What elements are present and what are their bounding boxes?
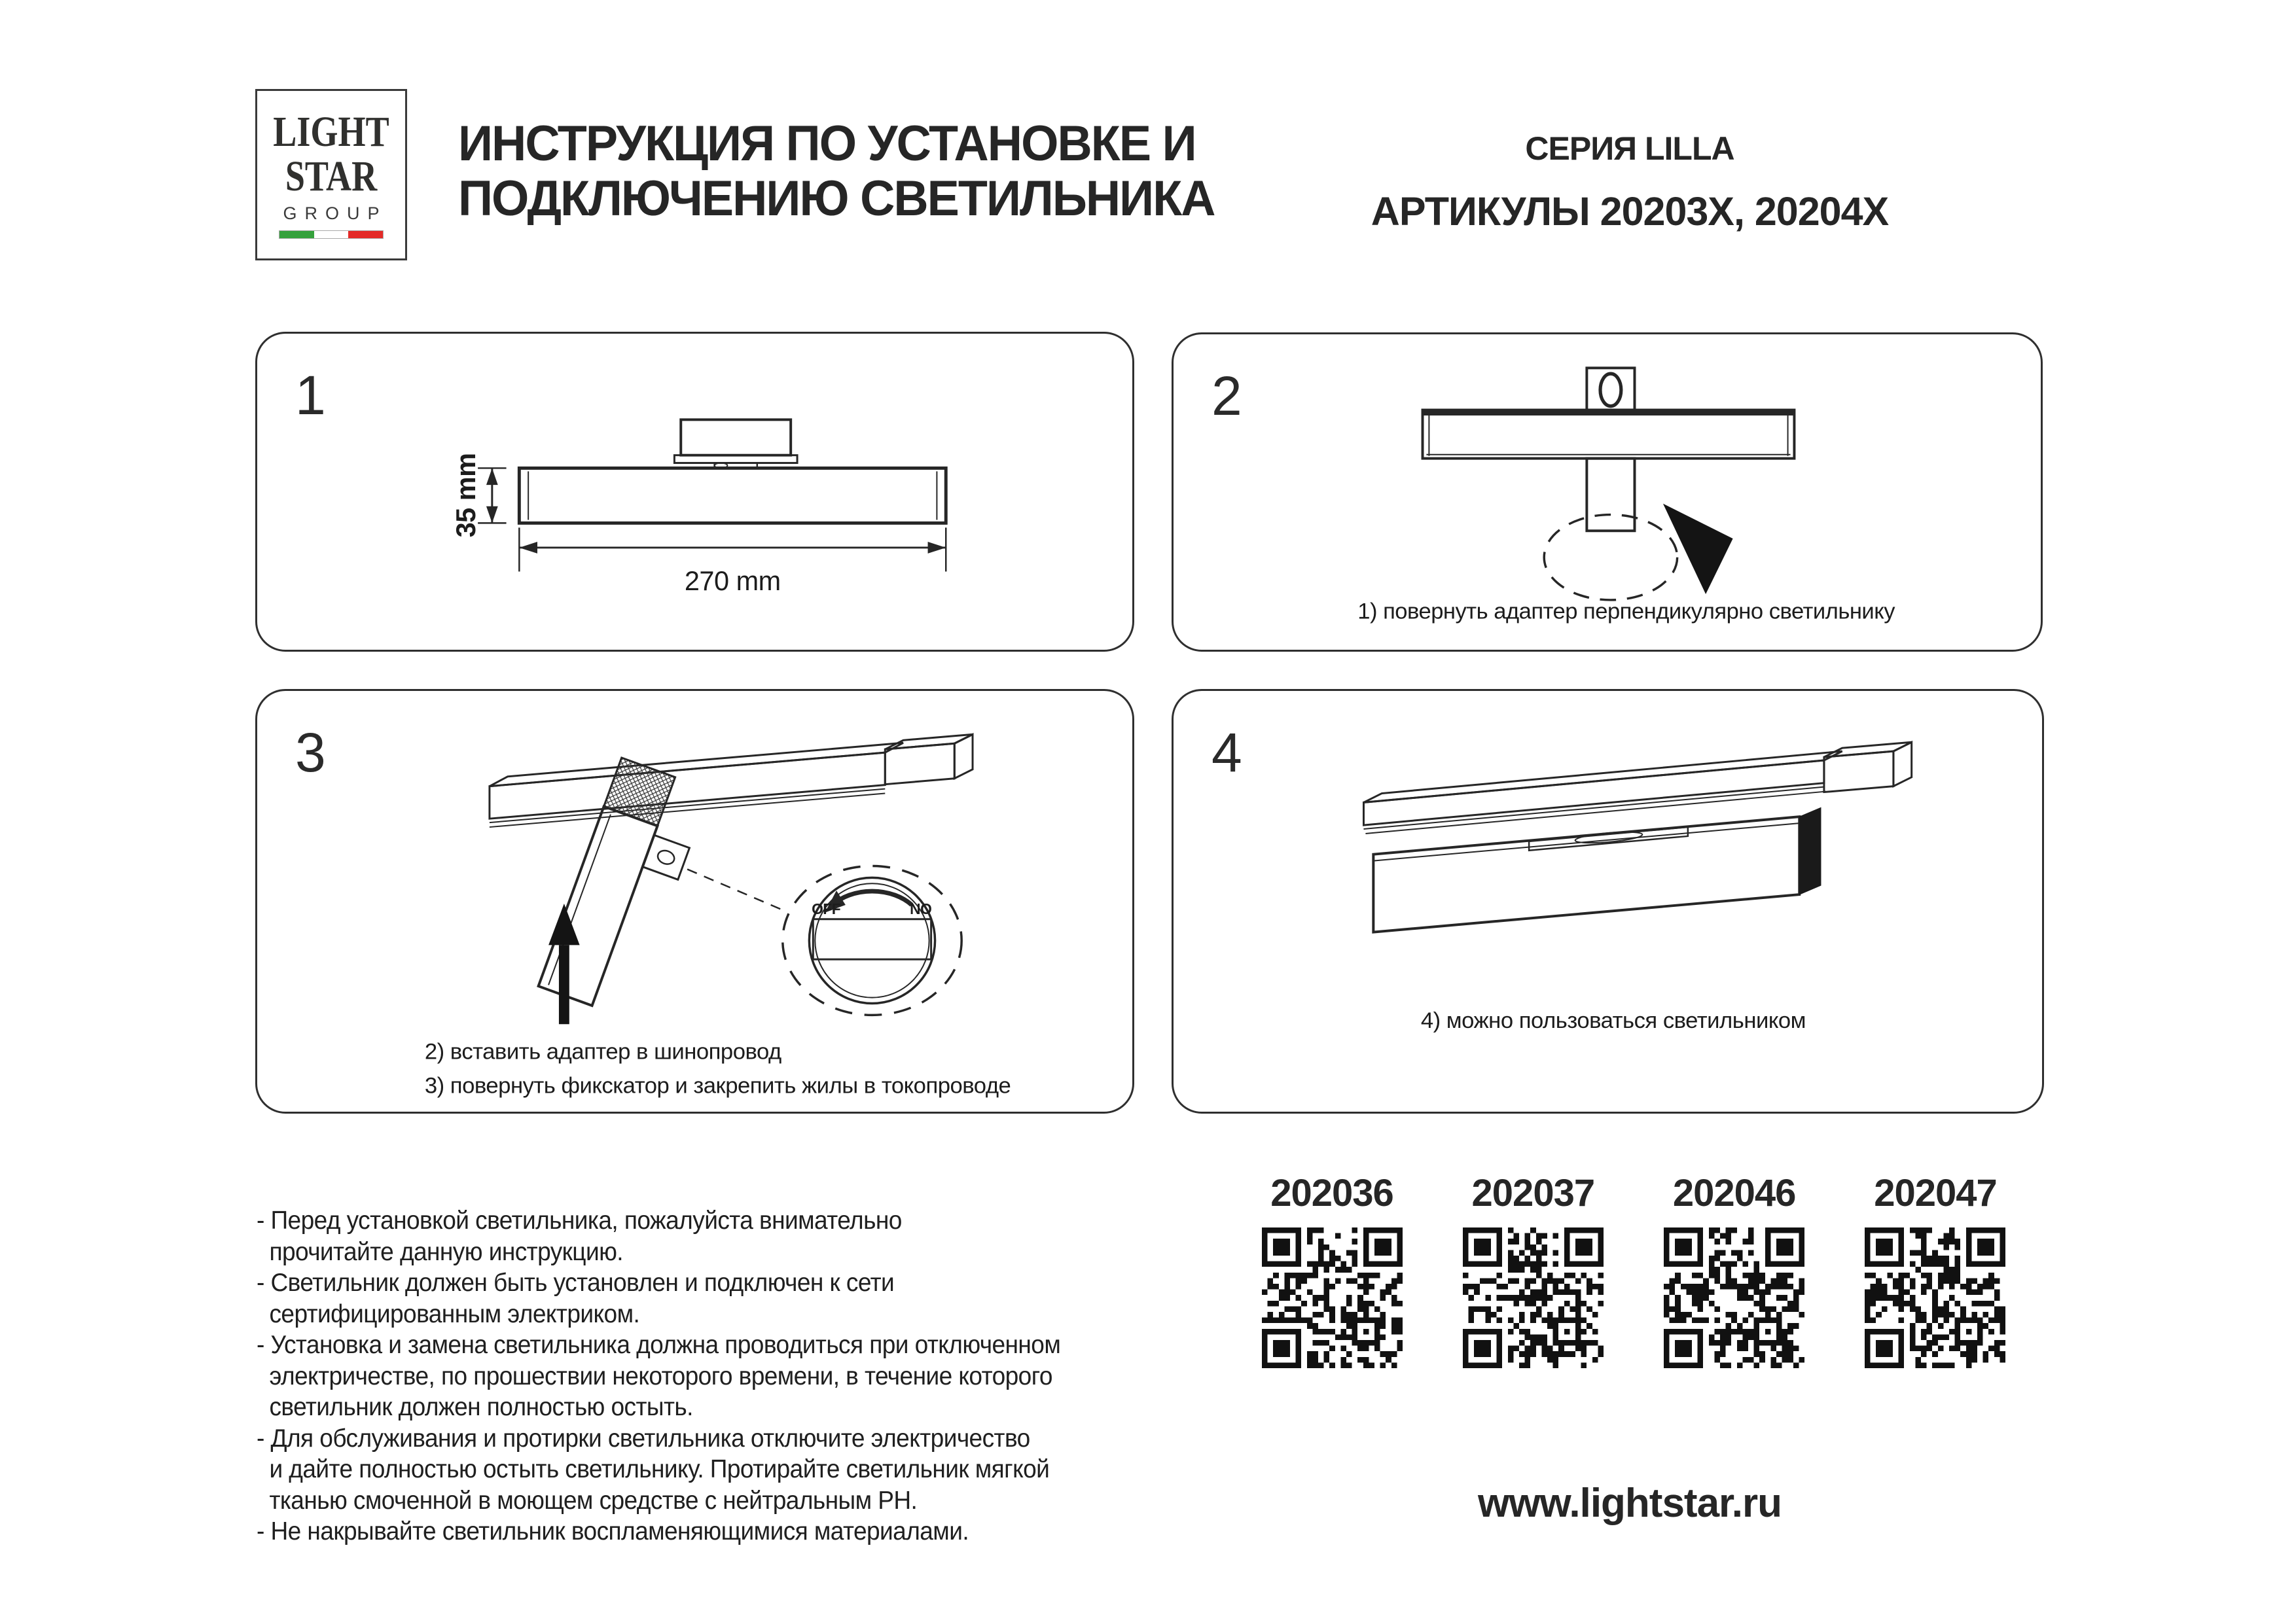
safety-notes [257, 1205, 1060, 1547]
panel-step-2 [1172, 332, 2043, 652]
qr-article-label: 202047 [1874, 1172, 1997, 1214]
panel-step-3 [255, 689, 1134, 1114]
width-dimension [519, 527, 946, 596]
luminaire-side-view [519, 419, 946, 523]
note-line: тканью смоченной в моющем средстве с нейтральным PH. [257, 1486, 918, 1515]
note-line: - Для обслуживания и протирки светильника отключите электричество [257, 1424, 1030, 1453]
flag-red-segment [348, 231, 383, 238]
step-number-2: 2 [1211, 365, 1242, 427]
article-numbers: АРТИКУЛЫ 20203X, 20204X [1371, 189, 1889, 234]
title-line-1: ИНСТРУКЦИЯ ПО УСТАНОВКЕ И [458, 116, 1196, 171]
note-line: - Не накрывайте светильник воспламеняющимися материалами. [257, 1517, 969, 1545]
step-3-caption-line-2: 3) повернуть фикскатор и закрепить жилы в токопроводе [424, 1073, 1011, 1099]
step-number-3: 3 [295, 722, 326, 783]
logo-word-star: STAR [285, 152, 378, 200]
note-line: сертифицированным электриком. [257, 1299, 640, 1328]
qr-code [1463, 1227, 1604, 1368]
qr-article-label: 202036 [1270, 1172, 1393, 1214]
logo-word-light: LIGHT [273, 108, 389, 156]
panel-step-4 [1172, 689, 2044, 1114]
note-line: - Установка и замена светильника должна проводиться при отключенном [257, 1331, 1061, 1359]
note-line: прочитайте данную инструкцию. [257, 1237, 624, 1266]
step-2-caption: 1) повернуть адаптер перпендикулярно светильнику [1357, 599, 1895, 624]
qr-cell-202046 [1664, 1174, 1805, 1371]
note-line: - Светильник должен быть установлен и подключен к сети [257, 1269, 895, 1297]
qr-cell-202036 [1261, 1174, 1403, 1371]
logo-word-group: GROUP [283, 203, 387, 223]
insert-direction-arrow-icon [548, 904, 580, 1024]
flag-white-segment [314, 231, 349, 238]
track-rail [1363, 742, 1911, 834]
note-line: и дайте полностью остыть светильнику. Протирайте светильник мягкой [257, 1455, 1050, 1483]
step-number-1: 1 [295, 364, 326, 426]
qr-code [1262, 1227, 1403, 1368]
page-title [458, 116, 1215, 226]
flag-green-segment [279, 231, 314, 238]
lightstar-logo [255, 89, 407, 260]
step-number-4: 4 [1211, 722, 1242, 783]
dial-off-label: OFF [812, 900, 841, 917]
dimension-diagram [257, 334, 1132, 650]
rotation-arrow-icon [1663, 504, 1733, 594]
series-name: СЕРИЯ LILLA [1525, 130, 1734, 167]
qr-code-row [1261, 1174, 2006, 1371]
lock-detail-view [783, 866, 961, 1015]
qr-cell-202037 [1462, 1174, 1604, 1371]
step-4-caption: 4) можно пользоваться светильником [1420, 1008, 1806, 1034]
qr-article-label: 202037 [1471, 1172, 1595, 1214]
width-dimension-label: 270 mm [684, 565, 781, 597]
panel-step-1 [255, 332, 1134, 652]
qr-code [1865, 1227, 2005, 1368]
note-line: светильник должен полностью остыть. [257, 1393, 693, 1421]
rotate-adapter-diagram [1174, 334, 2041, 650]
luminaire-top-view [1423, 368, 1795, 531]
dial-on-label: NO [910, 900, 932, 917]
insert-adapter-diagram [257, 691, 1132, 1112]
title-line-2: ПОДКЛЮЧЕНИЮ СВЕТИЛЬНИКА [458, 171, 1215, 226]
detail-leader-line [687, 869, 786, 911]
step-3-caption-line-1: 2) вставить адаптер в шинопровод [424, 1039, 781, 1065]
rotation-dashed-circle [1544, 504, 1732, 600]
qr-article-label: 202046 [1672, 1172, 1796, 1214]
note-line: - Перед установкой светильника, пожалуйста внимательно [257, 1207, 902, 1235]
note-line: электричестве, по прошествии некоторого времени, в течение которого [257, 1362, 1052, 1390]
assembled-luminaire-diagram [1174, 691, 2042, 1112]
website-url: www.lightstar.ru [1478, 1481, 1782, 1526]
italian-flag-bar [279, 230, 384, 239]
qr-code [1664, 1227, 1804, 1368]
height-dimension [450, 453, 506, 537]
qr-cell-202047 [1865, 1174, 2006, 1371]
height-dimension-label: 35 mm [450, 453, 482, 538]
track-rail [490, 734, 973, 827]
